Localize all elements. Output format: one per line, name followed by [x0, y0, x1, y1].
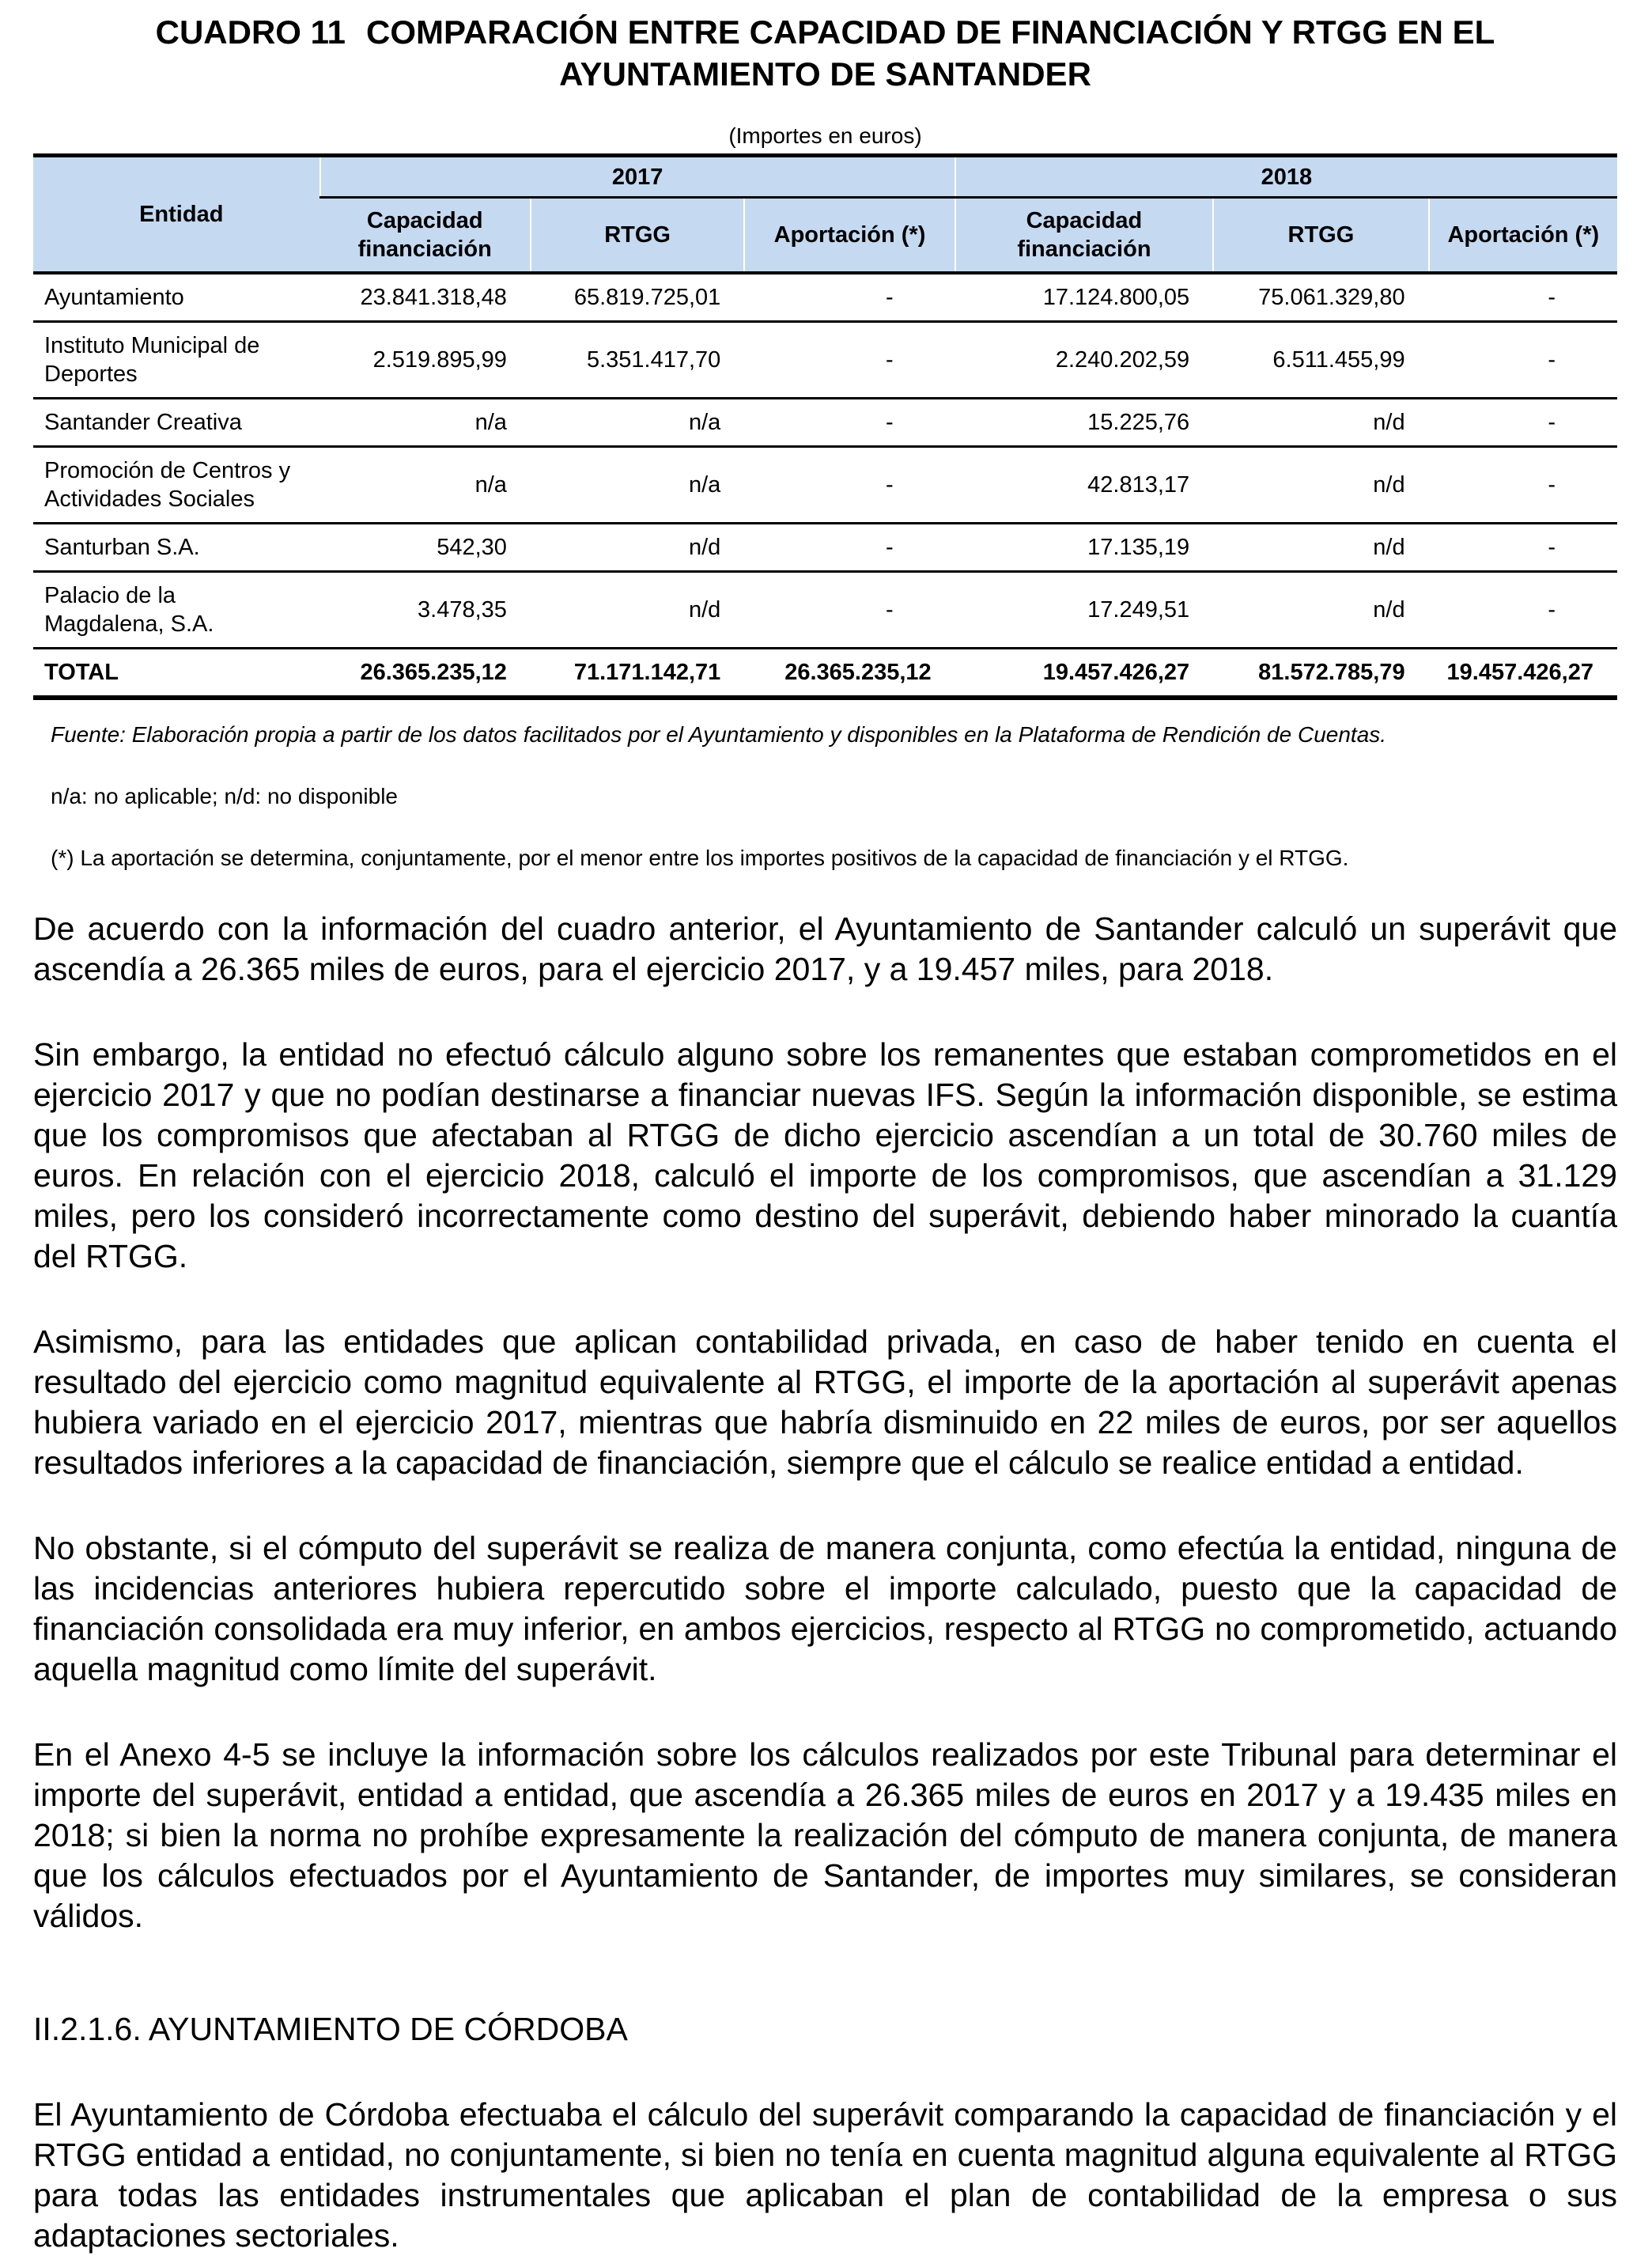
table-row — [33, 572, 1617, 649]
value-cell: 2.519.895,99 — [320, 322, 531, 399]
paragraph: En el Anexo 4-5 se incluye la información sobre los cálculos realizados por este Tribunal para determinar el importe del superávit, entidad a entidad, que ascendía a 26.365 miles de euros en 2017 y a 19.435 miles en 2018; si bien la norma no prohíbe expresamente la realización del cómputo de manera conjunta, de manera que los cálculos efectuados por el Ayuntamiento de Santander, de importes muy similares, se consideran válidos. — [33, 1736, 1617, 1934]
value-cell: - — [744, 273, 955, 322]
year-header-2017: 2017 — [320, 156, 955, 198]
value-cell: - — [1429, 399, 1617, 447]
value-cell: n/d — [531, 524, 744, 572]
value-cell: 542,30 — [320, 524, 531, 572]
abbreviations-note: n/a: no aplicable; n/d: no disponible — [51, 784, 398, 808]
table-row — [33, 322, 1617, 399]
column-header-rtgg-2018: RTGG — [1213, 198, 1428, 274]
value-cell: 17.124.800,05 — [955, 273, 1213, 322]
total-value-cell: 26.365.235,12 — [320, 649, 531, 698]
year-header-2018: 2018 — [955, 156, 1617, 198]
column-header-rtgg-2017: RTGG — [531, 198, 744, 274]
entity-cell: Palacio de la Magdalena, S.A. — [33, 572, 320, 649]
column-header-entity: Entidad — [33, 156, 320, 274]
value-cell: - — [744, 399, 955, 447]
total-value-cell: 26.365.235,12 — [744, 649, 955, 698]
paragraph: El Ayuntamiento de Córdoba efectuaba el cálculo del superávit comparando la capacidad de financiación y el RTGG entidad a entidad, no conjuntamente, si bien no tenía en cuenta magnitud alguna equivalente al RTGG para todas las entidades instrumentales que aplicaban el plan de contabilidad de la empresa o sus adaptaciones sectoriales. — [33, 2096, 1617, 2254]
value-cell: - — [1429, 447, 1617, 524]
section-heading-cordoba: II.2.1.6. AYUNTAMIENTO DE CÓRDOBA — [33, 2011, 628, 2047]
value-cell: n/a — [320, 447, 531, 524]
value-cell: 3.478,35 — [320, 572, 531, 649]
value-cell: - — [744, 524, 955, 572]
value-cell: n/d — [531, 572, 744, 649]
value-cell: 42.813,17 — [955, 447, 1213, 524]
table-year-header-row — [33, 156, 1617, 198]
value-cell: - — [1429, 273, 1617, 322]
value-cell: n/d — [1213, 572, 1428, 649]
value-cell: 6.511.455,99 — [1213, 322, 1428, 399]
value-cell: - — [1429, 524, 1617, 572]
total-value-cell: 19.457.426,27 — [1429, 649, 1617, 698]
table-row — [33, 447, 1617, 524]
value-cell: n/a — [531, 447, 744, 524]
paragraph: No obstante, si el cómputo del superávit se realiza de manera conjunta, como efectúa la entidad, ninguna de las incidencias anteriores hubiera repercutido sobre el importe calculado, puesto que la capacidad de financiación consolidada era muy inferior, en ambos ejercicios, respecto al RTGG no comprometido, actuando aquella magnitud como límite del superávit. — [33, 1530, 1617, 1687]
entity-cell: Ayuntamiento — [33, 273, 320, 322]
value-cell: 75.061.329,80 — [1213, 273, 1428, 322]
entity-cell: Promoción de Centros y Actividades Sociales — [33, 447, 320, 524]
table-source-note: Fuente: Elaboración propia a partir de los datos facilitados por el Ayuntamiento y disponibles en la Plataforma de Rendición de Cuentas. — [51, 722, 1387, 747]
paragraph: Sin embargo, la entidad no efectuó cálculo alguno sobre los remanentes que estaban comprometidos en el ejercicio 2017 y que no podían destinarse a financiar nuevas IFS. Según la información disponible, se estima que los compromisos que afectaban al RTGG de dicho ejercicio ascendían a un total de 30.760 miles de euros. En relación con el ejercicio 2018, calculó el importe de los compromisos, que ascendían a 31.129 miles, pero los consideró incorrectamente como destino del superávit, debiendo haber minorado la cuantía del RTGG. — [33, 1036, 1617, 1274]
value-cell: - — [1429, 572, 1617, 649]
column-header-capacidad-2017: Capacidad financiación — [320, 198, 531, 274]
value-cell: n/a — [531, 399, 744, 447]
cuadro-number-label: CUADRO 11 — [155, 13, 346, 51]
value-cell: n/d — [1213, 447, 1428, 524]
value-cell: 15.225,76 — [955, 399, 1213, 447]
value-cell: n/d — [1213, 399, 1428, 447]
paragraph: Asimismo, para las entidades que aplican contabilidad privada, en caso de haber tenido en cuenta el resultado del ejercicio como magnitud equivalente al RTGG, el importe de la aportación al superávit apenas hubiera variado en el ejercicio 2017, mientras que habría disminuido en 22 miles de euros, por ser aquellos resultados inferiores a la capacidad de financiación, siempre que el cálculo se realice entidad a entidad. — [33, 1323, 1617, 1481]
value-cell: - — [744, 447, 955, 524]
document-title — [57, 11, 1593, 95]
total-value-cell: 71.171.142,71 — [531, 649, 744, 698]
cuadro-title-text: COMPARACIÓN ENTRE CAPACIDAD DE FINANCIACIÓN Y RTGG EN EL AYUNTAMIENTO DE SANTANDER — [366, 13, 1495, 93]
units-note: (Importes en euros) — [728, 123, 922, 148]
total-label-cell: TOTAL — [33, 649, 320, 698]
value-cell: n/a — [320, 399, 531, 447]
value-cell: - — [744, 322, 955, 399]
column-header-aportacion-2018: Aportación (*) — [1429, 198, 1617, 274]
value-cell: 5.351.417,70 — [531, 322, 744, 399]
table-row — [33, 524, 1617, 572]
asterisk-note: (*) La aportación se determina, conjuntamente, por el menor entre los importes positivos de la capacidad de financiación y el RTGG. — [51, 846, 1349, 870]
table-row — [33, 273, 1617, 322]
table-total-row — [33, 649, 1617, 698]
value-cell: 17.135,19 — [955, 524, 1213, 572]
value-cell: n/d — [1213, 524, 1428, 572]
value-cell: - — [744, 572, 955, 649]
column-header-aportacion-2017: Aportación (*) — [744, 198, 955, 274]
value-cell: 23.841.318,48 — [320, 273, 531, 322]
total-value-cell: 81.572.785,79 — [1213, 649, 1428, 698]
entity-cell: Santander Creativa — [33, 399, 320, 447]
column-header-capacidad-2018: Capacidad financiación — [955, 198, 1213, 274]
value-cell: 2.240.202,59 — [955, 322, 1213, 399]
financial-comparison-table — [33, 153, 1617, 700]
value-cell: 65.819.725,01 — [531, 273, 744, 322]
value-cell: - — [1429, 322, 1617, 399]
table-row — [33, 399, 1617, 447]
entity-cell: Santurban S.A. — [33, 524, 320, 572]
entity-cell: Instituto Municipal de Deportes — [33, 322, 320, 399]
total-value-cell: 19.457.426,27 — [955, 649, 1213, 698]
paragraph: De acuerdo con la información del cuadro anterior, el Ayuntamiento de Santander calculó un superávit que ascendía a 26.365 miles de euros, para el ejercicio 2017, y a 19.457 miles, para 2018. — [33, 910, 1617, 987]
value-cell: 17.249,51 — [955, 572, 1213, 649]
